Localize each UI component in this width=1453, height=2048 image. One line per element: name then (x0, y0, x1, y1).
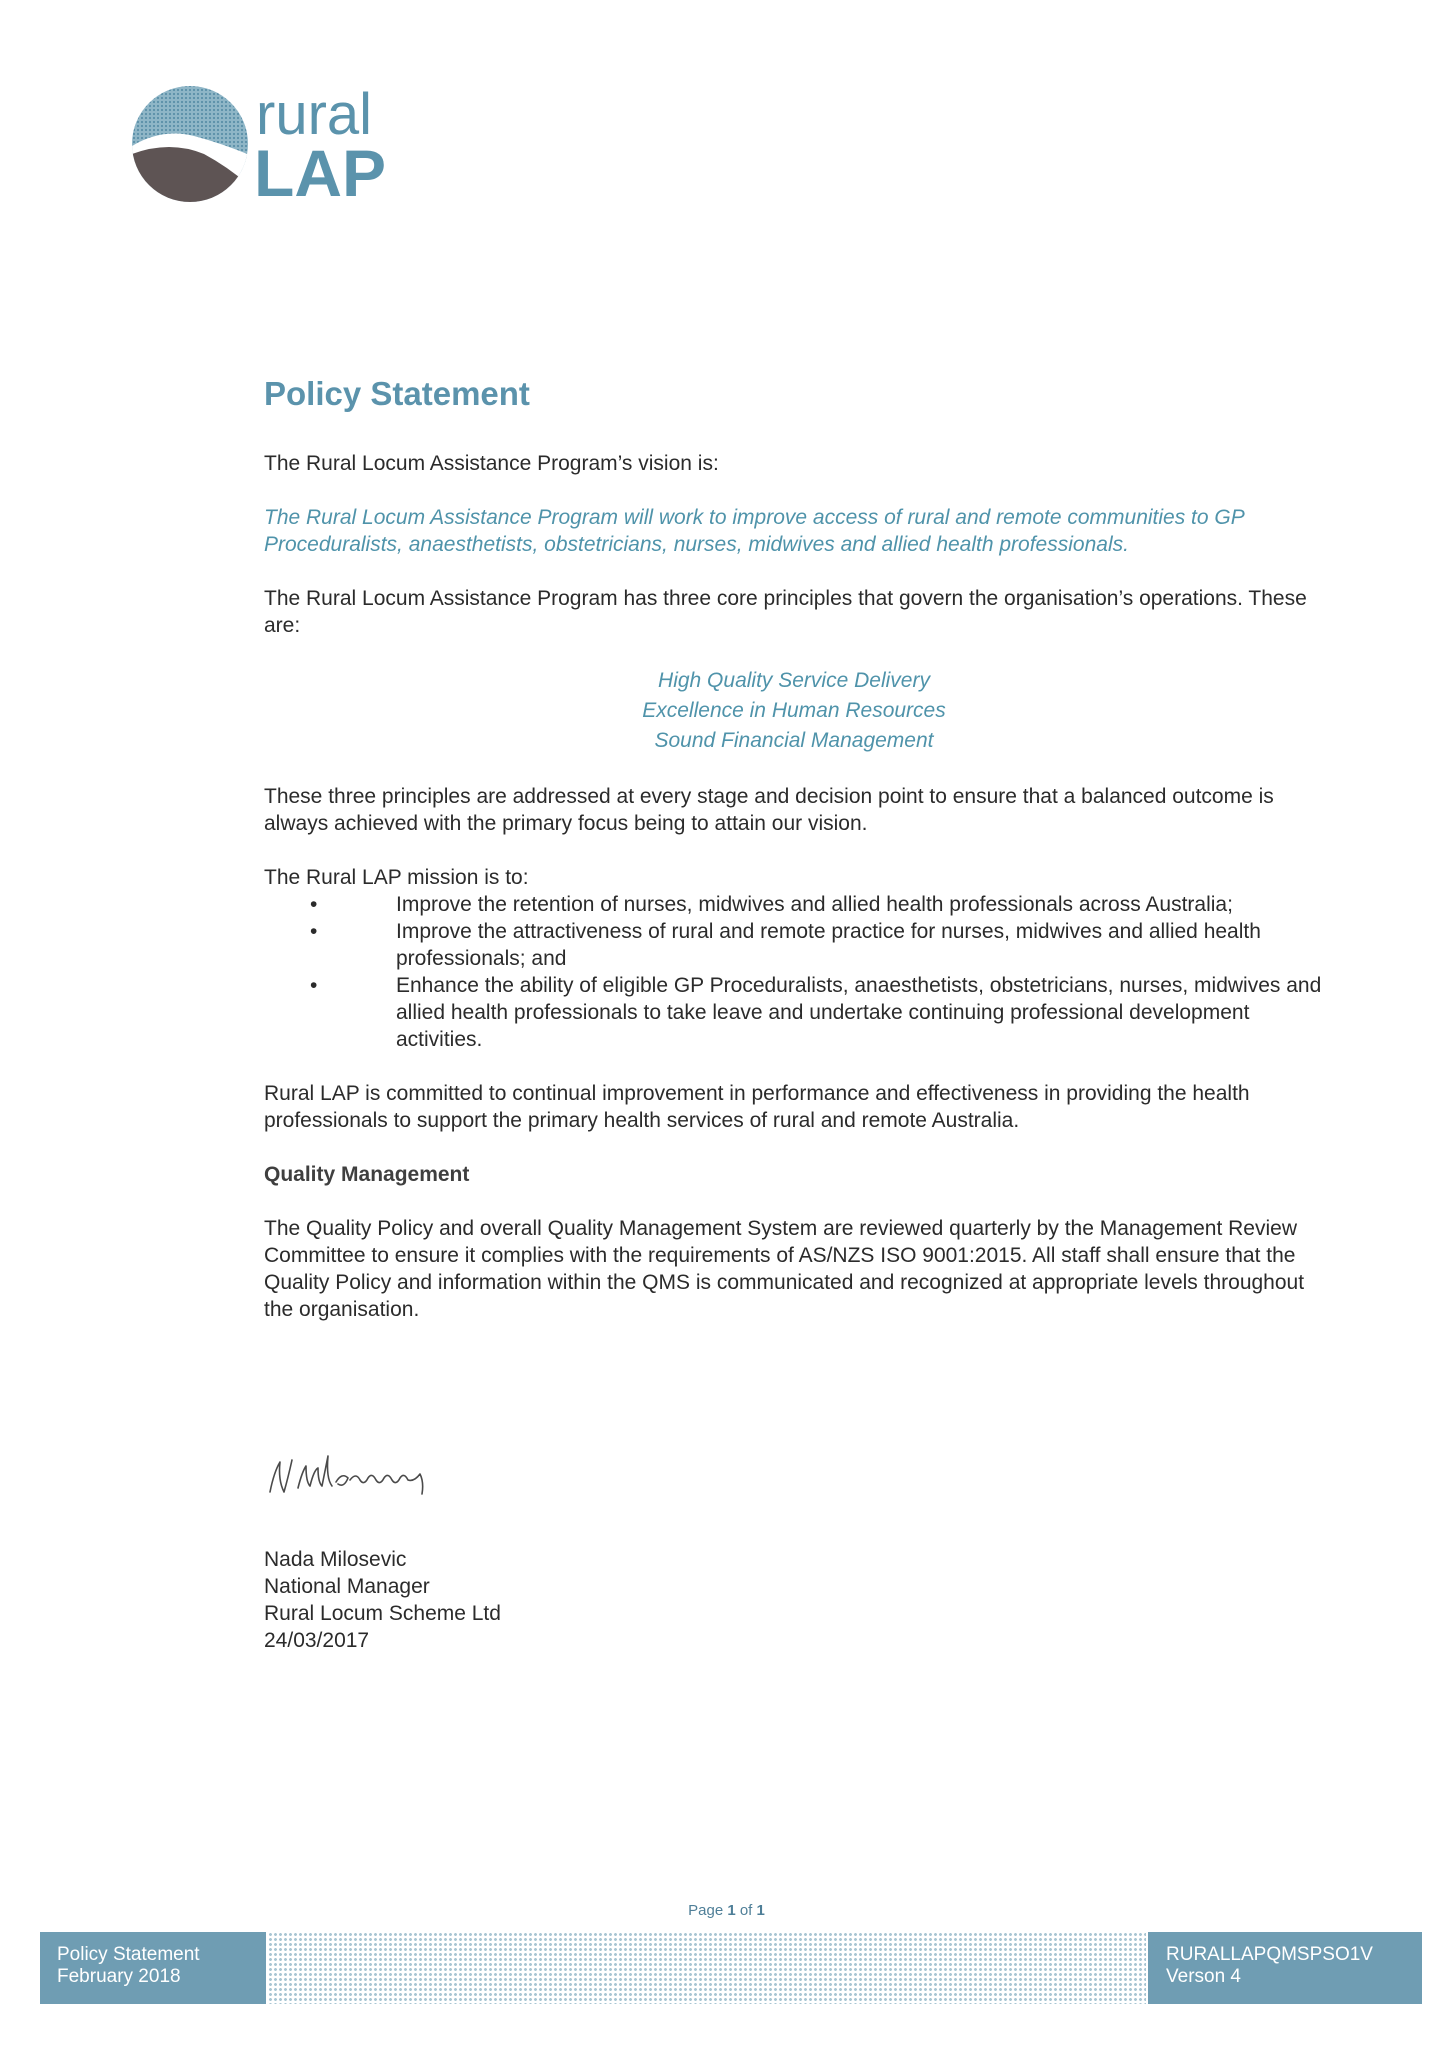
logo-word-lap: LAP (254, 136, 386, 210)
vision-statement: The Rural Locum Assistance Program will work to improve access of rural and remote communities to GP Proceduralists, anaesthetists, obstetricians, nurses, midwives and allied health professionals. (264, 506, 1244, 556)
mission-list (264, 891, 1324, 1053)
signature-image (264, 1442, 474, 1512)
mission-item (264, 891, 1324, 918)
quality-heading: Quality Management (264, 1163, 470, 1186)
signoff-date: 24/03/2017 (264, 1629, 370, 1652)
footer-doc-title: Policy Statement (57, 1944, 200, 1965)
signoff-name: Nada Milosevic (264, 1548, 407, 1571)
page-title: Policy Statement (264, 375, 530, 412)
page-prefix: Page (688, 1902, 728, 1919)
page-number (0, 1902, 1453, 1919)
bullet-icon: • (310, 974, 318, 997)
bullet-icon: • (310, 893, 318, 916)
footer-doc-version: Verson 4 (1166, 1966, 1241, 1987)
vision-intro: The Rural Locum Assistance Program’s vision is: (264, 452, 719, 475)
principles-list (264, 666, 1324, 756)
bullet-icon: • (310, 920, 318, 943)
footer-doc-code: RURALLAPQMSPSO1V (1166, 1944, 1373, 1965)
mission-intro: The Rural LAP mission is to: (264, 866, 529, 889)
mission-item (264, 918, 1324, 972)
policy-content (264, 374, 1324, 1323)
commitment-paragraph: Rural LAP is committed to continual improvement in performance and effectiveness in providing the health professionals to support the primary health services of rural and remote Australia. (264, 1082, 1250, 1132)
footer-left-box (40, 1932, 266, 2004)
rural-lap-logo (132, 84, 412, 210)
signoff-role: National Manager (264, 1575, 430, 1598)
principle-item: Excellence in Human Resources (642, 699, 946, 722)
mission-item-text: Improve the attractiveness of rural and remote practice for nurses, midwives and allied health professionals; and (396, 920, 1261, 970)
principles-intro: The Rural Locum Assistance Program has three core principles that govern the organisation’s operations. These are: (264, 587, 1307, 637)
principles-outro: These three principles are addressed at every stage and decision point to ensure that a balanced outcome is always achieved with the primary focus being to attain our vision. (264, 785, 1274, 835)
footer-dot-pattern (268, 1932, 1146, 2004)
page-current: 1 (727, 1902, 736, 1919)
footer-doc-date: February 2018 (57, 1966, 181, 1987)
principle-item: High Quality Service Delivery (658, 669, 930, 692)
footer-right-box (1148, 1932, 1422, 2004)
principle-item: Sound Financial Management (654, 729, 934, 752)
signoff-block (264, 1546, 501, 1654)
page-footer (40, 1932, 1422, 2004)
mission-item-text: Improve the retention of nurses, midwives and allied health professionals across Australia; (396, 893, 1233, 916)
quality-paragraph: The Quality Policy and overall Quality Management System are reviewed quarterly by the Management Review Committee to ensure it complies with the requirements of AS/NZS ISO 9001:2015. All staff shall ensure that the Quality Policy and information within the QMS is communicated and recognized at appropriate levels throughout the organisation. (264, 1217, 1305, 1321)
mission-item-text: Enhance the ability of eligible GP Proceduralists, anaesthetists, obstetricians, nurses, midwives and allied health professionals to take leave and undertake continuing professional development activities. (396, 974, 1322, 1051)
mission-item (264, 972, 1324, 1053)
page-total: 1 (756, 1902, 765, 1919)
signoff-org: Rural Locum Scheme Ltd (264, 1602, 501, 1625)
logo-word-rural: rural (256, 84, 373, 147)
page-sep: of (735, 1902, 757, 1919)
